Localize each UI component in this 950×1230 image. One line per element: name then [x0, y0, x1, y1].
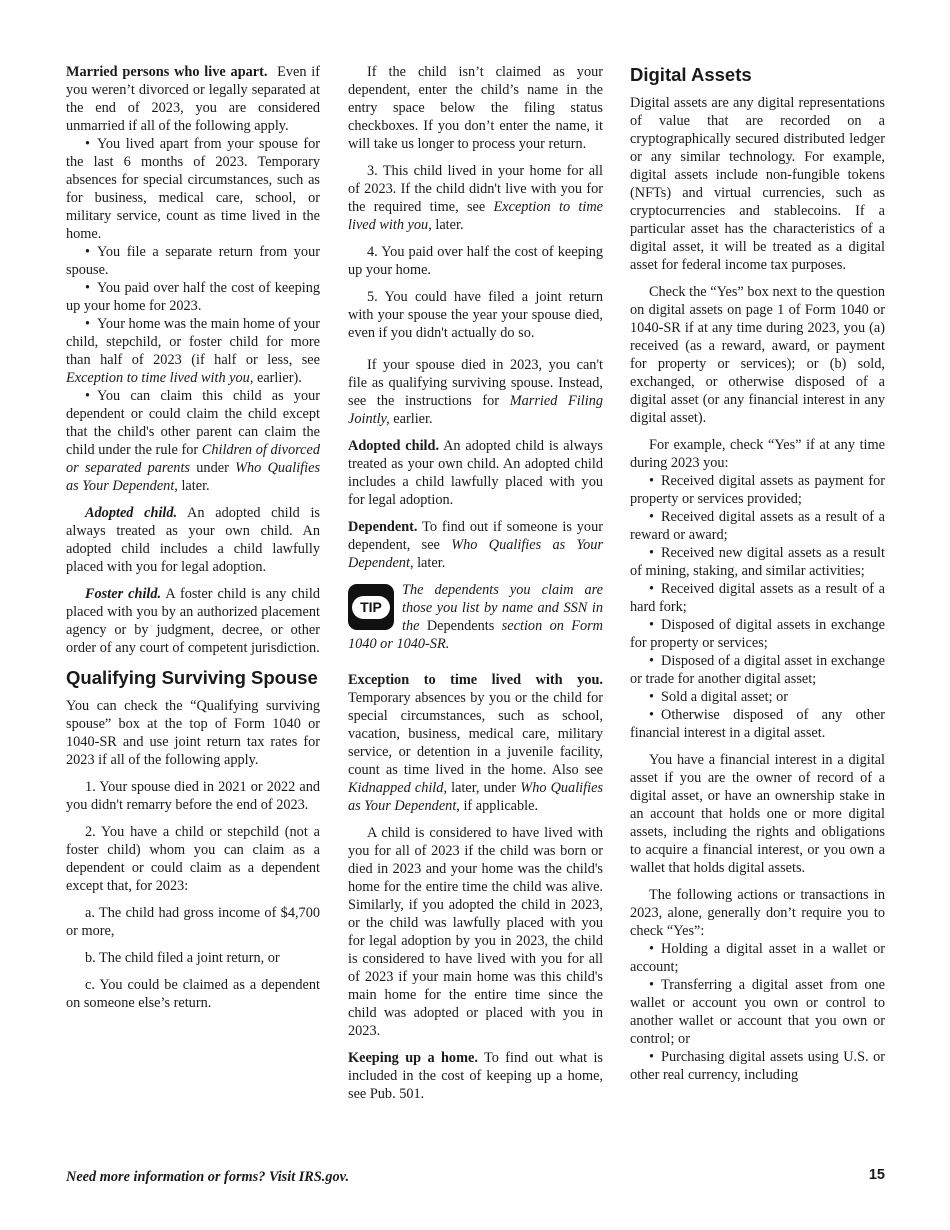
list-item: • Disposed of a digital asset in exchange or trade for another digital asset; [630, 653, 885, 687]
adopted-child-lead: Adopted child. [85, 505, 178, 521]
list-item: • Received new digital assets as a result of mining, staking, and similar activities; [630, 545, 885, 579]
bullet-icon: • [85, 244, 91, 260]
exception-paragraph: Exception to time lived with you. Temporary absences by you or the child for special circumstances, such as school, vacation, business, medical care, military service, or detention in a juvenile facility, count as time lived in the home. Also see Kidnapped child, later, under Who Qualifies as Your Dependent, if applicable. [348, 672, 604, 814]
list-item: • Sold a digital asset; or [649, 689, 789, 705]
tip-box [348, 581, 603, 653]
list-item: • Purchasing digital assets using U.S. or other real currency, including [630, 1049, 885, 1083]
cross-reference: Children of divorced or separated parents [66, 442, 320, 476]
section-heading-qualifying-surviving-spouse: Qualifying Surviving Spouse [66, 667, 318, 688]
cross-reference: Who Qualifies as Your Dependent [348, 537, 604, 571]
bullet-icon: • [649, 545, 655, 561]
check-yes-paragraph: Check the “Yes” box next to the question on digital assets on page 1 of Form 1040 or 1040-SR if at any time during 2023, you (a) received (as a reward, award, or payment for property or services); or (b) sold, exchanged, or otherwise disposed of a digital asset (or any financial interest in any digital asset). [630, 284, 885, 426]
lettered-item: b. The child filed a joint return, or [85, 950, 280, 966]
bullet-icon: • [649, 509, 655, 525]
foster-child-lead: Foster child. [85, 586, 162, 602]
numbered-item: 1. Your spouse died in 2021 or 2022 and you didn't remarry before the end of 2023. [66, 779, 320, 813]
cross-reference: Who Qualifies as Your Dependent [348, 780, 604, 814]
lived-with-you-paragraph: A child is considered to have lived with you for all of 2023 if the child was born or died in 2023 and your home was the child's home for the entire time the child was alive. Similarly, if you adopted the child in 2023, or the child was lawfully placed with you for legal adoption by you in 2023, the child is considered to have lived with you for all of 2023 if your main home was this child's main home for the entire time since the child was adopted or placed with you in 2023. [348, 825, 603, 1039]
list-item: • You can claim this child as your dependent or could claim the child except that the child's other parent can claim the child under the rule for Children of divorced or separated parents under Who Qualifies as Your Dependent, later. [66, 388, 321, 494]
bullet-icon: • [85, 316, 91, 332]
numbered-item: 5. You could have filed a joint return with your spouse the year your spouse died, even if you didn't actually do so. [348, 289, 603, 341]
section-heading-digital-assets: Digital Assets [630, 64, 752, 85]
lettered-item: c. You could be claimed as a dependent on someone else’s return. [66, 977, 320, 1011]
cross-reference: Exception to time lived with you [348, 199, 603, 233]
list-item: • Otherwise disposed of any other financial interest in a digital asset. [630, 707, 885, 741]
adopted-child-lead: Adopted child. [348, 438, 440, 454]
column-middle [348, 63, 603, 1112]
spouse-died-paragraph: If your spouse died in 2023, you can't file as qualifying surviving spouse. Instead, see the instructions for Married Filing Jointly, earlier. [348, 357, 603, 427]
bullet-icon: • [649, 977, 655, 993]
column-right [630, 63, 885, 1084]
list-item: • You lived apart from your spouse for the last 6 months of 2023. Temporary absences for special circumstances, such as for business, medical care, school, or military service, count as time lived in the home. [66, 136, 320, 242]
qss-intro: You can check the “Qualifying surviving spouse” box at the top of Form 1040 or 1040-SR and use joint return tax rates for 2023 if all of the following apply. [66, 698, 320, 768]
numbered-item: 2. You have a child or stepchild (not a foster child) whom you can claim as a dependent or could claim as a dependent except that, for 2023: [66, 824, 320, 894]
keeping-up-home-lead: Keeping up a home. [348, 1050, 478, 1066]
cross-reference: Exception to time lived with you [66, 370, 250, 386]
cross-reference: Who Qualifies as Your Dependent [66, 460, 321, 494]
tip-text: The dependents you claim are those you list by name and SSN in the Dependents section on Form 1040 or 1040-SR. [348, 582, 603, 652]
list-item: • Received digital assets as a result of a reward or award; [630, 509, 885, 543]
child-not-claimed-paragraph: If the child isn’t claimed as your dependent, enter the child’s name in the entry space below the filing status checkboxes. If you don’t enter the name, it will take us longer to process your return. [348, 64, 603, 152]
page-number: 15 [868, 1167, 885, 1183]
dependent-lead: Dependent. [348, 519, 418, 535]
bullet-icon: • [649, 707, 655, 723]
exception-lead: Exception to time lived with you. [348, 672, 603, 688]
lettered-item: a. The child had gross income of $4,700 or more, [66, 905, 320, 939]
not-require-yes-paragraph: The following actions or transactions in 2023, alone, generally don’t require you to check “Yes”: [630, 887, 885, 939]
bullet-icon: • [649, 473, 655, 489]
married-persons-paragraph [66, 63, 320, 135]
cross-reference: Married Filing Jointly, [348, 393, 603, 427]
column-left [66, 63, 320, 1021]
list-item: • Disposed of digital assets in exchange for property or services; [630, 617, 885, 651]
bullet-icon: • [649, 1049, 655, 1065]
for-example-paragraph: For example, check “Yes” if at any time during 2023 you: [630, 437, 885, 471]
adopted-child-paragraph: Adopted child. An adopted child is always treated as your own child. An adopted child includes a child lawfully placed with you for legal adoption. [66, 505, 320, 575]
tip-icon: TIP [348, 584, 394, 630]
adopted-child-paragraph: Adopted child. An adopted child is always treated as your own child. An adopted child includes a child lawfully placed with you for legal adoption. [348, 438, 603, 508]
digital-assets-definition: Digital assets are any digital representations of value that are recorded on a cryptographically secured distributed ledger or any similar technology. For example, digital assets include non-fungible tokens (NFTs) and virtual currencies, such as cryptocurrencies and stablecoins. If a particular asset has the characteristics of a digital asset, it will be treated as a digital asset for federal income tax purposes. [630, 95, 885, 273]
married-persons-text: Even if you weren’t divorced or legally separated at the end of 2023, you are considered unmarried if all of the following apply. [66, 64, 321, 134]
bullet-icon: • [85, 280, 91, 296]
bullet-icon: • [649, 617, 655, 633]
bullet-icon: • [649, 581, 655, 597]
bullet-icon: • [85, 388, 91, 404]
numbered-item: 3. This child lived in your home for all of 2023. If the child didn't live with you for the required time, see Exception to time lived with you, later. [348, 163, 603, 233]
list-item: • You paid over half the cost of keeping up your home for 2023. [66, 280, 320, 314]
list-item: • Received digital assets as payment for property or services provided; [630, 473, 885, 507]
footer-irs-link-text: Need more information or forms? Visit IRS.gov. [66, 1169, 350, 1185]
keeping-up-home-paragraph: Keeping up a home. To find out what is included in the cost of keeping up a home, see Pub. 501. [348, 1050, 603, 1102]
list-item: • Received digital assets as a result of a hard fork; [630, 581, 885, 615]
list-item: • You file a separate return from your spouse. [66, 244, 320, 278]
list-item: • Transferring a digital asset from one wallet or account you own or control to another wallet or account that you own or control; or [630, 977, 885, 1047]
list-item: • Your home was the main home of your child, stepchild, or foster child for more than half of 2023 (if half or less, see Exception to time lived with you, earlier). [66, 316, 320, 386]
list-item: • Holding a digital asset in a wallet or account; [630, 941, 885, 975]
married-persons-lead: Married persons who live apart. [66, 64, 268, 80]
dependent-paragraph: Dependent. To find out if someone is your dependent, see Who Qualifies as Your Dependent, later. [348, 519, 604, 571]
foster-child-paragraph: Foster child. A foster child is any child placed with you by an authorized placement agency or by judgment, decree, or other order of any court of competent jurisdiction. [66, 586, 321, 656]
financial-interest-paragraph: You have a financial interest in a digital asset if you are the owner of record of a digital asset, or have an ownership stake in an account that holds one or more digital assets, including the rights and obligations to acquire a financial interest, or you own a wallet that holds digital assets. [630, 752, 885, 876]
bullet-icon: • [85, 136, 91, 152]
bullet-icon: • [649, 653, 655, 669]
cross-reference: Kidnapped child [348, 780, 444, 796]
bullet-icon: • [649, 941, 655, 957]
bullet-icon: • [649, 689, 655, 705]
numbered-item: 4. You paid over half the cost of keeping up your home. [348, 244, 603, 278]
